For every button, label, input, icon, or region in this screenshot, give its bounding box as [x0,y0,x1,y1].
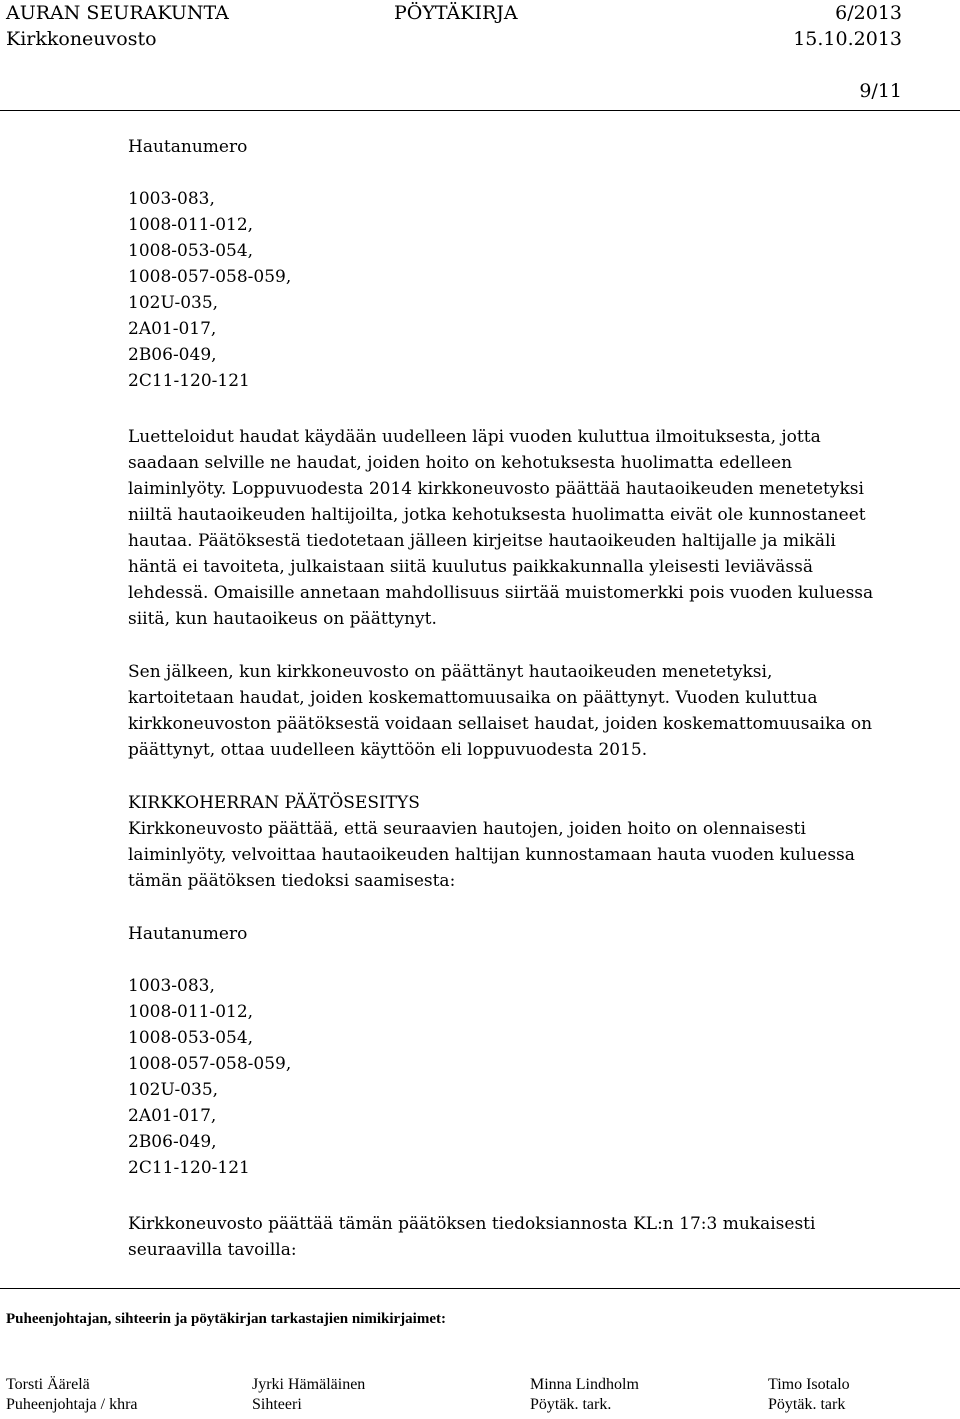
signer-examiner-1 [530,1375,639,1415]
grave-number: 2C11-120-121 [128,1158,250,1178]
signer-chair [6,1375,138,1415]
paragraph-line: saadaan selville ne haudat, joiden hoito on kehotuksesta huolimatta edelleen [128,453,793,473]
proposal-heading: KIRKKOHERRAN PÄÄTÖSESITYS [128,793,420,813]
paragraph-reuse [128,659,872,763]
paragraph-line: Kirkkoneuvosto päättää, että seuraavien hautojen, joiden hoito on olennaisesti [128,819,806,839]
grave-number: 2C11-120-121 [128,371,250,391]
grave-number: 1003-083, [128,189,215,209]
paragraph-line: häntä ei tavoiteta, julkaistaan siitä kuulutus paikkakunnalla yleisesti leviävässä [128,557,813,577]
signer-role: Puheenjohtaja / khra [6,1396,138,1413]
signer-examiner-2 [768,1375,850,1415]
grave-number-label-2: Hautanumero [128,924,248,944]
signer-secretary [252,1375,365,1415]
paragraph-line: hautaa. Päätöksestä tiedotetaan jälleen kirjeitse hautaoikeuden haltijalle ja mikäli [128,531,836,551]
grave-number: 102U-035, [128,1080,219,1100]
grave-number: 1008-011-012, [128,215,254,235]
grave-number: 1008-053-054, [128,1028,254,1048]
grave-number: 2A01-017, [128,319,217,339]
paragraph-line: Sen jälkeen, kun kirkkoneuvosto on päättänyt hautaoikeuden menetetyksi, [128,662,773,682]
paragraph-line: niiltä hautaoikeuden haltijoilta, jotka kehotuksesta huolimatta eivät ole kunnostaneet [128,505,866,525]
header-org: AURAN SEURAKUNTA [6,2,229,24]
header-body-name: Kirkkoneuvosto [6,28,157,50]
grave-number: 2B06-049, [128,1132,217,1152]
signer-role: Pöytäk. tark. [530,1396,612,1413]
grave-number-list-2 [128,973,291,1181]
signer-name: Jyrki Hämäläinen [252,1376,366,1393]
grave-number-label-1: Hautanumero [128,137,248,157]
header-doc-type: PÖYTÄKIRJA [394,2,518,24]
footer-title: Puheenjohtajan, sihteerin ja pöytäkirjan tarkastajien nimikirjaimet: [6,1311,446,1327]
paragraph-line: seuraavilla tavoilla: [128,1240,297,1260]
grave-number: 1008-057-058-059, [128,1054,292,1074]
grave-number: 1008-053-054, [128,241,254,261]
page-number: 9/11 [859,80,902,102]
footer-divider [0,1288,960,1289]
paragraph-line: laiminlyöty, velvoittaa hautaoikeuden haltijan kunnostamaan hauta vuoden kuluessa [128,845,855,865]
paragraph-line: laiminlyöty. Loppuvuodesta 2014 kirkkoneuvosto päättää hautaoikeuden menetetyksi [128,479,864,499]
paragraph-line: tämän päätöksen tiedoksi saamisesta: [128,871,456,891]
grave-number: 102U-035, [128,293,219,313]
proposal-section [128,790,855,894]
paragraph-line: kirkkoneuvoston päätöksestä voidaan sellaiset haudat, joiden koskemattomuusaika on [128,714,873,734]
paragraph-line: siitä, kun hautaoikeus on päättynyt. [128,609,437,629]
grave-number-list-1 [128,186,291,394]
header-date: 15.10.2013 [793,28,902,50]
signer-name: Torsti Äärelä [6,1376,90,1393]
paragraph-line: päättynyt, ottaa uudelleen käyttöön eli loppuvuodesta 2015. [128,740,648,760]
grave-number: 1008-057-058-059, [128,267,292,287]
grave-number: 1003-083, [128,976,215,996]
paragraph-review [128,424,873,632]
grave-number: 2B06-049, [128,345,217,365]
closing-paragraph [128,1211,815,1263]
signer-role: Pöytäk. tark [768,1396,846,1413]
paragraph-line: Kirkkoneuvosto päättää tämän päätöksen tiedoksiannosta KL:n 17:3 mukaisesti [128,1214,816,1234]
signer-role: Sihteeri [252,1396,302,1413]
paragraph-line: lehdessä. Omaisille annetaan mahdollisuus siirtää muistomerkki pois vuoden kuluessa [128,583,874,603]
header-divider [0,110,960,111]
paragraph-line: kartoitetaan haudat, joiden koskemattomuusaika on päättynyt. Vuoden kuluttua [128,688,818,708]
signer-name: Minna Lindholm [530,1376,639,1393]
header-doc-number: 6/2013 [835,2,902,24]
signer-name: Timo Isotalo [768,1376,850,1393]
grave-number: 2A01-017, [128,1106,217,1126]
grave-number: 1008-011-012, [128,1002,254,1022]
paragraph-line: Luetteloidut haudat käydään uudelleen läpi vuoden kuluttua ilmoituksesta, jotta [128,427,821,447]
